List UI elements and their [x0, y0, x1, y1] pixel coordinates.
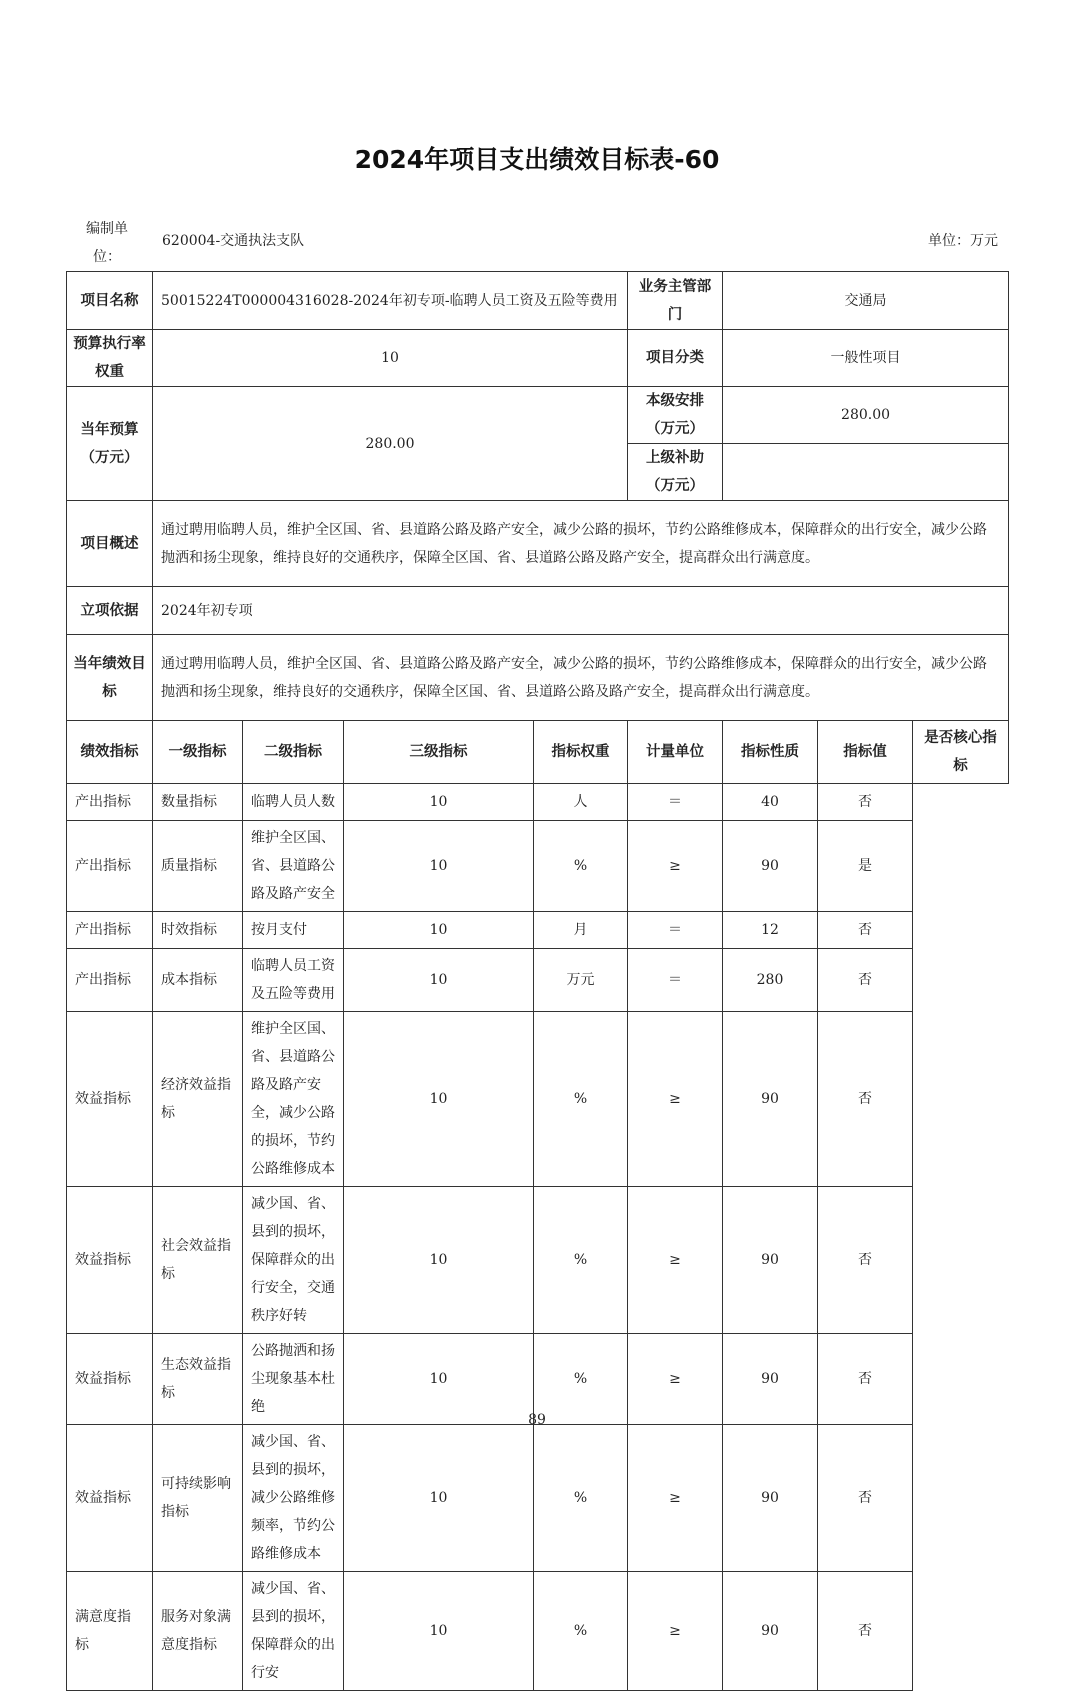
- indicator-cell: 减少国、省、县到的损坏，保障群众的出行安全，交通秩序好转: [243, 1187, 344, 1334]
- indicator-cell: 产出指标: [67, 949, 153, 1012]
- header-cell: 指标权重: [534, 721, 628, 784]
- dept-label: 业务主管部门: [628, 272, 723, 330]
- category-value: 一般性项目: [723, 330, 1009, 387]
- overview-label: 项目概述: [67, 501, 153, 587]
- indicator-header-row: [67, 721, 1009, 784]
- indicator-cell: 否: [818, 1425, 913, 1572]
- header-cell: 指标性质: [723, 721, 818, 784]
- indicator-cell: 成本指标: [153, 949, 243, 1012]
- indicator-cell: 社会效益指标: [153, 1187, 243, 1334]
- indicator-cell: 10: [344, 1425, 534, 1572]
- indicator-cell: ≥: [628, 821, 723, 912]
- local-value: 280.00: [723, 387, 1009, 444]
- basis-value: 2024年初专项: [153, 587, 1009, 635]
- indicator-cell: 质量指标: [153, 821, 243, 912]
- upper-value: [723, 444, 1009, 501]
- local-label: 本级安排（万元）: [628, 387, 723, 444]
- unit-value: 620004-交通执法支队: [162, 233, 305, 249]
- indicator-cell: 是: [818, 821, 913, 912]
- indicator-cell: 服务对象满意度指标: [153, 1572, 243, 1691]
- overview-value: 通过聘用临聘人员，维护全区国、省、县道路公路及路产安全，减少公路的损坏，节约公路维修成本，保障群众的出行安全，减少公路抛洒和扬尘现象，维持良好的交通秩序，保障全区国、省、县道路公路及路产安全，提高群众出行满意度。: [153, 501, 1009, 587]
- weight-value: 10: [153, 330, 628, 387]
- indicator-cell: 临聘人员人数: [243, 784, 344, 821]
- indicator-cell: 产出指标: [67, 784, 153, 821]
- indicator-cell: 效益指标: [67, 1334, 153, 1425]
- indicator-row: [67, 1572, 1009, 1691]
- indicator-row: [67, 1425, 1009, 1572]
- indicator-cell: 万元: [534, 949, 628, 1012]
- indicator-row: [67, 1187, 1009, 1334]
- budget-label: 当年预算（万元）: [67, 387, 153, 501]
- header-cell: 指标值: [818, 721, 913, 784]
- project-name: 50015224T000004316028-2024年初专项-临聘人员工资及五险等费用: [153, 272, 628, 330]
- indicator-cell: %: [534, 821, 628, 912]
- budget-value: 280.00: [153, 387, 628, 501]
- indicator-cell: 可持续影响指标: [153, 1425, 243, 1572]
- indicator-cell: 否: [818, 1187, 913, 1334]
- header-cell: 一级指标: [153, 721, 243, 784]
- indicator-cell: 月: [534, 912, 628, 949]
- indicator-cell: 否: [818, 1334, 913, 1425]
- indicator-cell: ＝: [628, 912, 723, 949]
- indicator-cell: ≥: [628, 1425, 723, 1572]
- indicator-cell: 10: [344, 1012, 534, 1187]
- goal-value: 通过聘用临聘人员，维护全区国、省、县道路公路及路产安全，减少公路的损坏，节约公路维修成本，保障群众的出行安全，减少公路抛洒和扬尘现象，维持良好的交通秩序，保障全区国、省、县道路公路及路产安全，提高群众出行满意度。: [153, 635, 1009, 721]
- indicator-cell: %: [534, 1012, 628, 1187]
- basis-label: 立项依据: [67, 587, 153, 635]
- indicator-cell: 10: [344, 821, 534, 912]
- indicator-cell: 数量指标: [153, 784, 243, 821]
- header-cell: 是否核心指标: [913, 721, 1009, 784]
- indicator-cell: %: [534, 1572, 628, 1691]
- indicator-cell: 90: [723, 821, 818, 912]
- indicator-cell: 时效指标: [153, 912, 243, 949]
- indicator-cell: 12: [723, 912, 818, 949]
- indicator-cell: 减少国、省、县到的损坏，减少公路维修频率，节约公路维修成本: [243, 1425, 344, 1572]
- indicator-cell: ＝: [628, 949, 723, 1012]
- indicator-cell: %: [534, 1334, 628, 1425]
- project-name-label: 项目名称: [67, 272, 153, 330]
- indicator-cell: 90: [723, 1012, 818, 1187]
- performance-table: [66, 271, 1009, 1691]
- indicator-cell: 280: [723, 949, 818, 1012]
- indicator-cell: 生态效益指标: [153, 1334, 243, 1425]
- indicator-cell: 40: [723, 784, 818, 821]
- indicator-cell: 10: [344, 1572, 534, 1691]
- indicator-cell: 否: [818, 1012, 913, 1187]
- indicator-cell: 临聘人员工资及五险等费用: [243, 949, 344, 1012]
- indicator-cell: 按月支付: [243, 912, 344, 949]
- indicator-cell: ＝: [628, 784, 723, 821]
- indicator-cell: 否: [818, 949, 913, 1012]
- indicator-row: [67, 821, 1009, 912]
- indicator-row: [67, 784, 1009, 821]
- indicator-cell: 10: [344, 1187, 534, 1334]
- indicator-cell: %: [534, 1425, 628, 1572]
- category-label: 项目分类: [628, 330, 723, 387]
- indicator-cell: 10: [344, 784, 534, 821]
- indicator-cell: 10: [344, 949, 534, 1012]
- indicator-row: [67, 1334, 1009, 1425]
- indicator-cell: ≥: [628, 1187, 723, 1334]
- indicator-cell: 经济效益指标: [153, 1012, 243, 1187]
- indicators-label: 绩效指标: [67, 721, 153, 784]
- indicator-cell: ≥: [628, 1334, 723, 1425]
- indicator-cell: 10: [344, 912, 534, 949]
- indicator-cell: 减少国、省、县到的损坏，保障群众的出行安: [243, 1572, 344, 1691]
- header-cell: 三级指标: [344, 721, 534, 784]
- page-number: 89: [528, 1412, 546, 1428]
- indicator-cell: 人: [534, 784, 628, 821]
- indicator-cell: 90: [723, 1187, 818, 1334]
- indicator-cell: 否: [818, 912, 913, 949]
- indicator-row: [67, 912, 1009, 949]
- indicator-cell: 效益指标: [67, 1012, 153, 1187]
- indicator-cell: 产出指标: [67, 821, 153, 912]
- indicator-cell: 否: [818, 784, 913, 821]
- currency-unit: 单位：万元: [928, 233, 998, 249]
- indicator-cell: 满意度指标: [67, 1572, 153, 1691]
- indicator-cell: 产出指标: [67, 912, 153, 949]
- indicator-cell: ≥: [628, 1012, 723, 1187]
- indicator-cell: 否: [818, 1572, 913, 1691]
- indicator-cell: 效益指标: [67, 1425, 153, 1572]
- indicator-cell: 效益指标: [67, 1187, 153, 1334]
- indicator-cell: 维护全区国、省、县道路公路及路产安全，减少公路的损坏，节约公路维修成本: [243, 1012, 344, 1187]
- upper-label: 上级补助（万元）: [628, 444, 723, 501]
- goal-label: 当年绩效目标: [67, 635, 153, 721]
- indicator-cell: 10: [344, 1334, 534, 1425]
- indicator-cell: 维护全区国、省、县道路公路及路产安全: [243, 821, 344, 912]
- meta-row: [66, 215, 1008, 270]
- weight-label: 预算执行率权重: [67, 330, 153, 387]
- page-title: 2024年项目支出绩效目标表-60: [354, 145, 720, 174]
- indicator-row: [67, 949, 1009, 1012]
- indicator-cell: ≥: [628, 1572, 723, 1691]
- header-cell: 二级指标: [243, 721, 344, 784]
- unit-label: 编制单位：: [86, 221, 128, 265]
- dept-value: 交通局: [723, 272, 1009, 330]
- header-cell: 计量单位: [628, 721, 723, 784]
- indicator-cell: 90: [723, 1572, 818, 1691]
- indicator-row: [67, 1012, 1009, 1187]
- indicator-cell: 90: [723, 1334, 818, 1425]
- indicator-cell: %: [534, 1187, 628, 1334]
- indicator-cell: 90: [723, 1425, 818, 1572]
- indicator-cell: 公路抛洒和扬尘现象基本杜绝: [243, 1334, 344, 1425]
